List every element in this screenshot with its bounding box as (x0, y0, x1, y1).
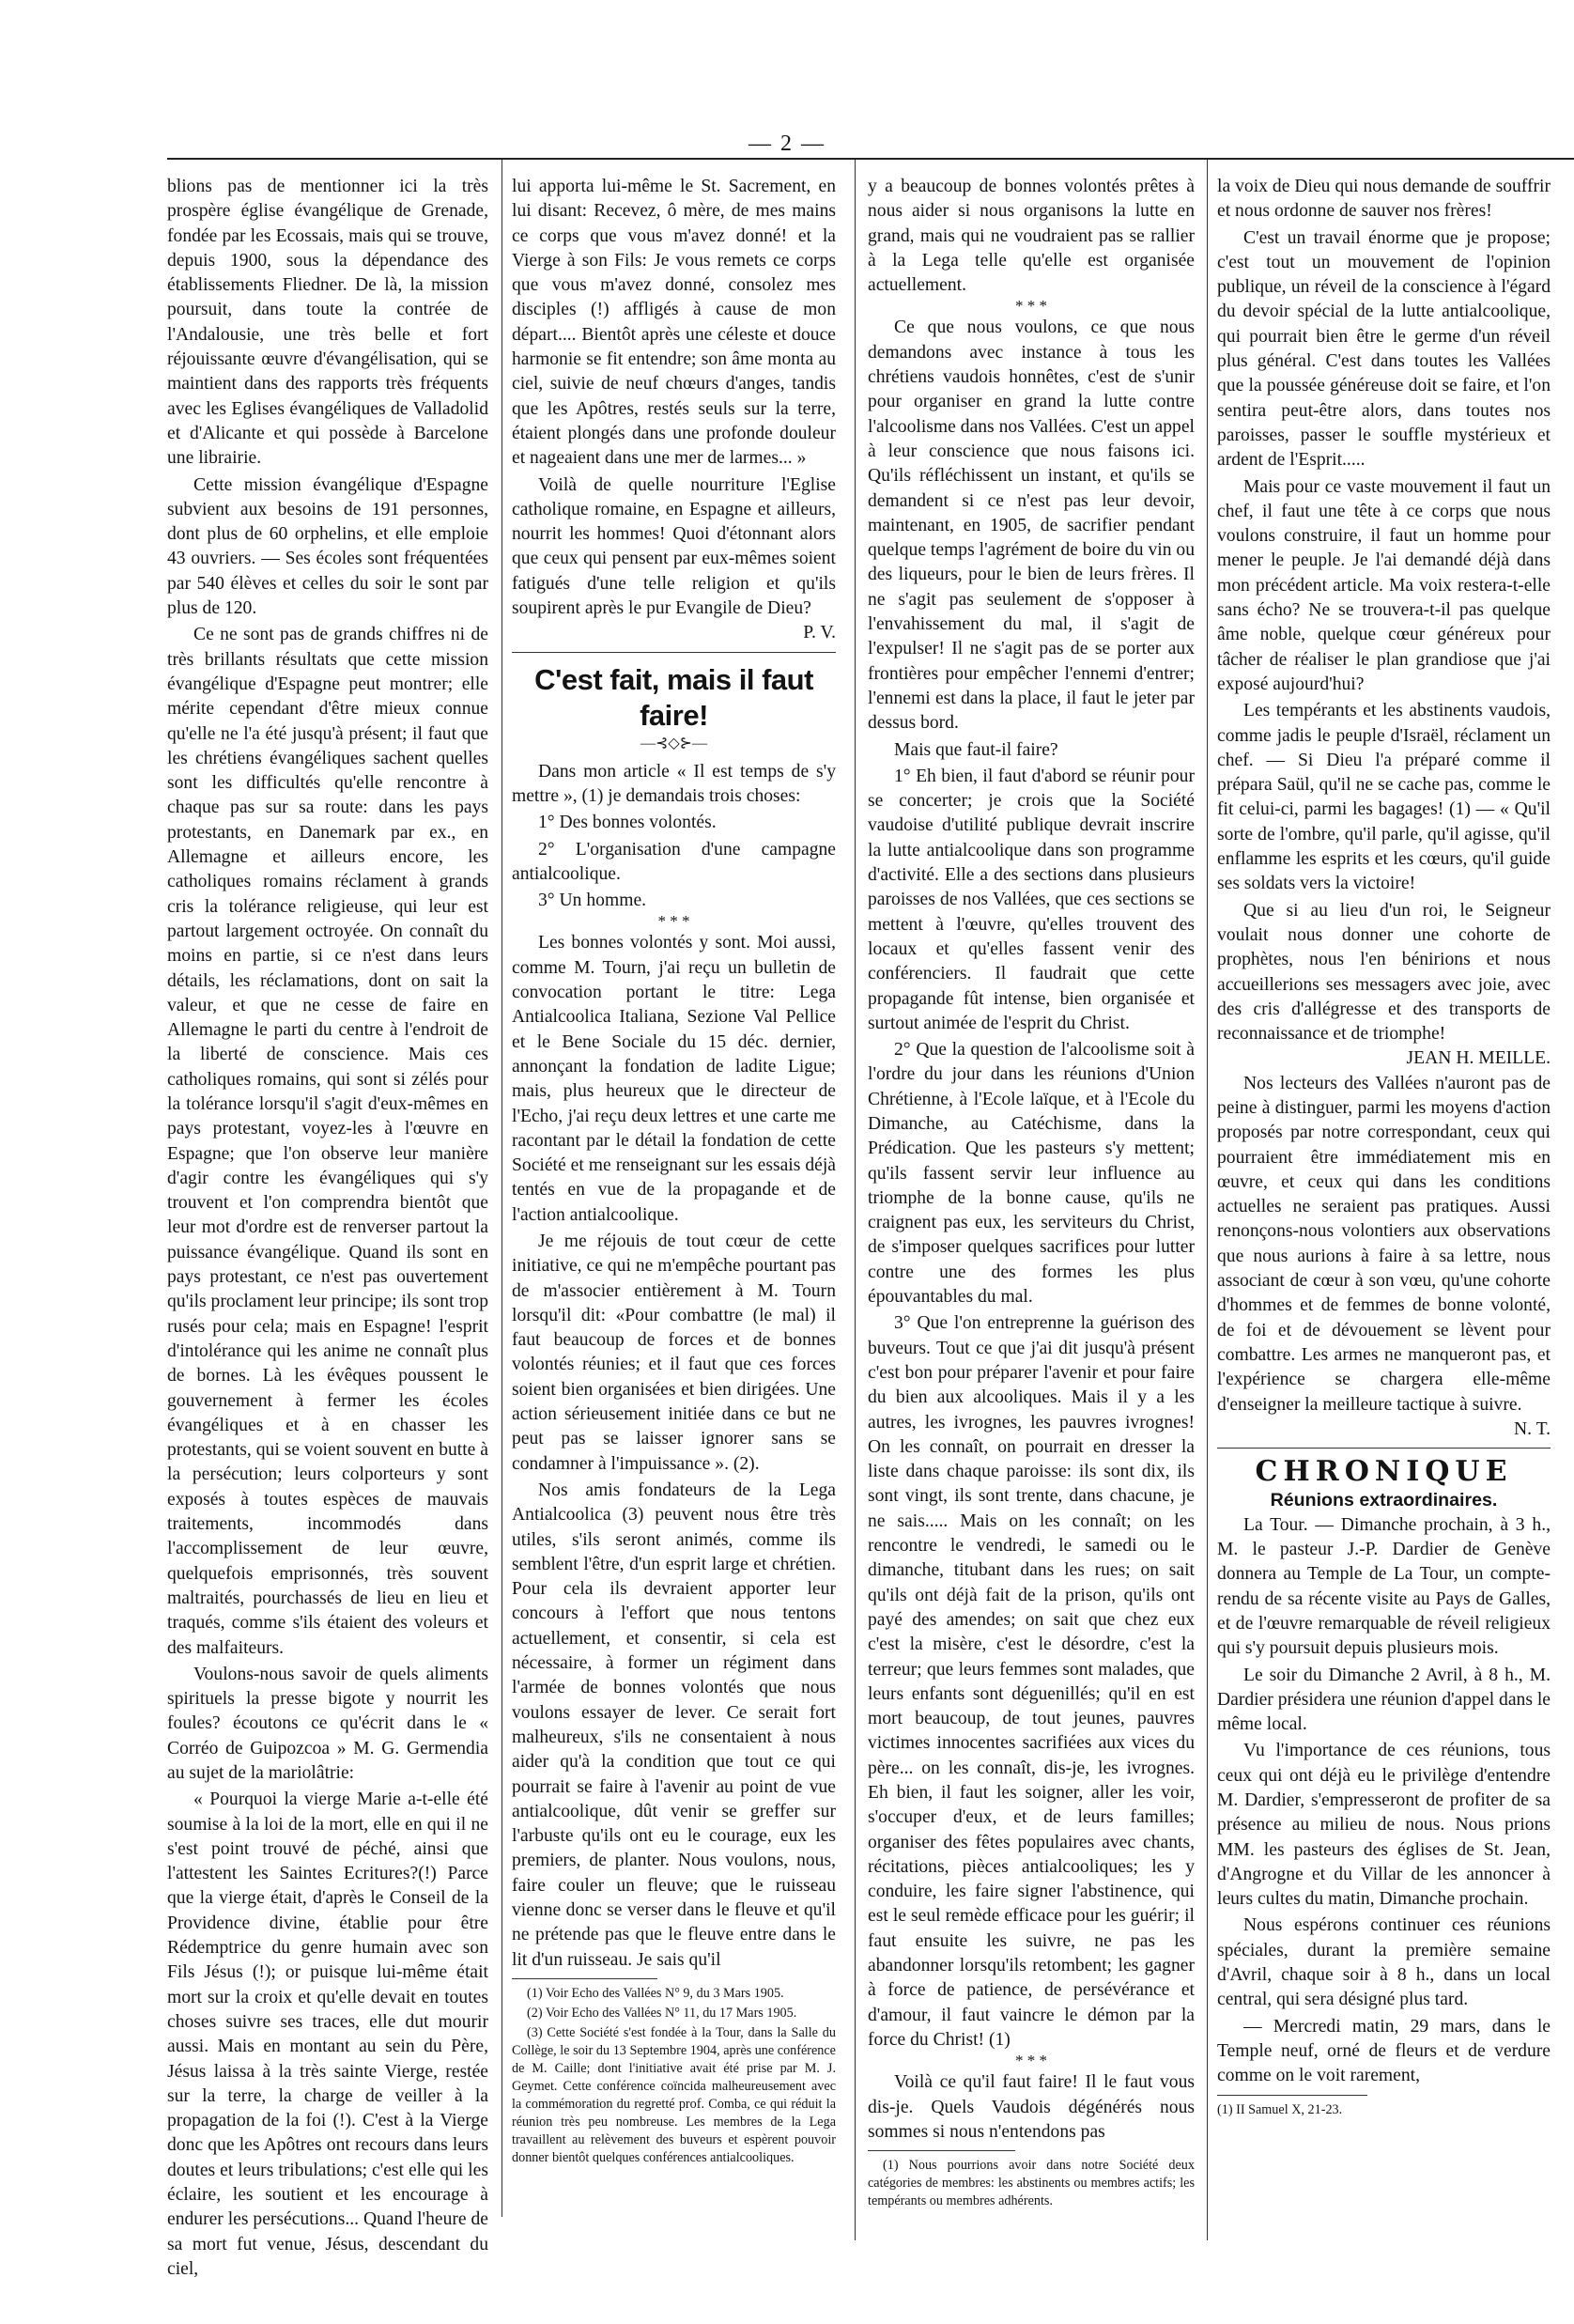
column-divider (1207, 160, 1208, 2240)
paragraph: Nous espérons continuer ces réunions spéciales, durant la première semaine d'Avril, chaque soir à 8 h., dans un local central, qui sera désigné plus tard. (1217, 1915, 1551, 2010)
signature: N. T. (1513, 1418, 1551, 1439)
ornament-icon: —⊰◇⊱— (640, 735, 708, 751)
page-number: — 2 — (748, 132, 826, 156)
footnote: (1) II Samuel X, 21-23. (1217, 2101, 1343, 2117)
column-2 (512, 175, 836, 2167)
paragraph: Je me réjouis de tout cœur de cette initiative, ce qui ne m'empêche pourtant pas de m'associer entièrement à M. Tourn lorsqu'il dit: «Pour combattre (le mal) il faut beaucoup de forces et de bonnes volontés réunies; et il faut que ces forces soient bien organisées et bien dirigées. Une action sérieusement initiée dans ce but ne peut pas se laisser ignorer sans se condamner à l'impuissance ». (2). (512, 1231, 836, 1474)
footnote-rule (512, 1978, 657, 1979)
footnote: (1) Nous pourrions avoir dans notre Société deux catégories de membres: les abstinents ou membres actifs; les tempérants ou membres adhérents. (868, 2158, 1195, 2209)
signature: P. V. (803, 623, 836, 643)
paragraph: 3° Que l'on entreprenne la guérison des buveurs. Tout ce que j'ai dit jusqu'à présent c'est bon pour préparer l'avenir et pour faire du bien aux alcooliques. Mais il y a les autres, les ivrognes, les pauvres ivrognes! On les connaît, on pourrait en dresser la liste dans chaque paroisse: ils sont dix, ils sont vingt, ils sont trente, dans chacune, je ne sais..... Mais on les connaît; on les rencontre le vendredi, le samedi ou le dimanche, titubant dans les rues; on sait qu'ils ont déjà fait de la prison, qu'ils ont payé des amendes; on sait que chez eux c'est la misère, c'est le désordre, c'est la terreur; que leurs femmes sont malades, que leurs enfants sont déguenillés; qu'il en est mort beaucoup, de tout jeunes, pauvres victimes innocentes sacrifiées aux vices du père... on les connaît, dis-je, les ivrognes. Eh bien, il faut les soigner, aller les voir, s'occuper d'eux, et de leurs familles; organiser des fêtes populaires avec chants, récitations, pièces antialcooliques; les y conduire, les faire signer l'abstinence, qui est le seul remède efficace pour les guérir; il faut ensuite les suivre, ne pas les abandonner lorsqu'ils retombent; les gagner à force de patience, de persévérance et d'amour, il faut vaincre le démon par la force du Christ! (1) (868, 1313, 1195, 2050)
paragraph: y a beaucoup de bonnes volontés prêtes à nous aider si nous organisons la lutte en grand, mais qui ne voudraient pas se rallier à la Lega telle qu'elle est organisée actuellement. (868, 177, 1195, 296)
paragraph: 1° Eh bien, il faut d'abord se réunir pour se concerter; je crois que la Société vaudoise d'utilité publique devrait inscrire la lutte antialcoolique dans son programme d'activité. Elle a des sections dans plusieurs paroisses de nos Vallées, que ces sections se mettent à l'œuvre, qu'elles trouvent des locaux et qu'elles fassent venir des conférenciers. Il faudrait que cette propagande fût intense, bien organisée et surtout animée de l'esprit du Christ. (868, 766, 1195, 1033)
footnotes (868, 2157, 1195, 2210)
column-4 (1217, 175, 1551, 2119)
paragraph: Nos amis fondateurs de la Lega Antialcoolica (3) peuvent nous être très utiles, s'ils seront animés, comme ils semblent l'être, d'un esprit large et chrétien. Pour cela ils devraient apporter leur concours à l'effort que nous tentons actuellement, et consentir, si cela est nécessaire, à former un régiment dans l'armée de bonnes volontés que nous voulons essayer de lever. Ce serait fort malheureux, s'ils ne consentaient à nous aider qu'à la condition que tout ce qui pourrait se faire à l'avenir au point de vue antialcoolique, dût venir se greffer sur l'arbuste qu'ils ont eu le courage, eux les premiers, de planter. Nous voulons, nous, faire couler un fleuve; que le ruisseau vienne donc se verser dans le fleuve et qu'il ne prétende pas que le fleuve entre dans le lit d'un ruisseau. Je sais qu'il (512, 1480, 836, 1970)
header-rule (167, 158, 1574, 160)
footnote-rule (868, 2150, 1015, 2151)
paragraph: Les bonnes volontés y sont. Moi aussi, comme M. Tourn, j'ai reçu un bulletin de convocation portant le titre: Lega Antialcoolica Italiana, Sezione Val Pellice et le Bene Sociale du 15 déc. dernier, annonçant la fondation de ladite Ligue; mais, plus heureux que le directeur de l'Echo, j'ai reçu deux lettres et une carte me racontant par le détail la fondation de cette Société et me renseignant sur les essais déjà tentés en vue de la propagande et de l'action antialcoolique. (512, 933, 836, 1225)
paragraph: blions pas de mentionner ici la très prospère église évangélique de Grenade, fondée par les Ecossais, mais qui se trouve, depuis 1900, sous la dépendance des établissements Fliedner. De là, la mission poursuit, dans toute la contrée de l'Andalousie, une très belle et fort réjouissante œuvre d'évangélisation, qui se maintient dans des rapports très fréquents avec les Eglises évangéliques de Valladolid et d'Alicante et qui possède à Barcelone une librairie. (167, 177, 488, 469)
paragraph: lui apporta lui-même le St. Sacrement, en lui disant: Recevez, ô mère, de mes mains ce corps que vous m'avez donné! et la Vierge à son Fils: Je vous remets ce corps que vous m'avez donné, consolez mes disciples (!) affligés à cause de mon départ.... Bientôt après une céleste et douce harmonie se fit entendre; son âme monta au ciel, suivie de neuf chœurs d'anges, tandis que les Apôtres, restés seuls sur la terre, étaient plongés dans une profonde douleur et nageaient dans une mer de larmes... » (512, 177, 836, 469)
article-headline: C'est fait, mais il faut faire! (534, 662, 813, 732)
list-item: 1° Des bonnes volontés. (538, 813, 717, 833)
paragraph: Mais pour ce vaste mouvement il faut un chef, il faut une tête à ce corps que nous voulons construire, il faut un homme pour mener le peuple. Je l'ai demandé déjà dans mon précédent article. Ma voix restera-t-elle sans écho? Ne se trouvera-t-il pas quelque âme noble, quelque cœur généreux pour tâcher de réaliser le plan grandiose que j'ai exposé aujourd'hui? (1217, 476, 1551, 694)
paragraph: la voix de Dieu qui nous demande de souffrir et nous ordonne de sauver nos frères! (1217, 177, 1551, 222)
paragraph: Vu l'importance de ces réunions, tous ceux qui ont déjà eu le privilège d'entendre M. Dardier, s'empresseront de profiter de sa présence au milieu de nous. Nous prions MM. les pasteurs des églises de St. Jean, d'Angrogne et du Villar de les annoncer à leurs cultes du matin, Dimanche prochain. (1217, 1741, 1551, 1910)
footnotes (1217, 2101, 1551, 2119)
signature: JEAN H. MEILLE. (1406, 1048, 1551, 1069)
subheading: Réunions extraordinaires. (1270, 1490, 1498, 1511)
asterism-icon: * * * (657, 912, 690, 931)
footnotes (512, 1985, 836, 2167)
footnote: (3) Cette Société s'est fondée à la Tour, dans la Salle du Collège, le soir du 13 Septembre 1904, après une conférence de M. Caille; dont l'initiative avait été prise par M. J. Geymet. Cette conférence coïncida malheureusement avec la commémoration du regretté prof. Comba, ce qui réduit la réunion très peu nombreuse. Les membres de la Lega travaillent au relèvement des buveurs et espèrent pouvoir donner bientôt quelques conférences antialcooliques. (512, 2024, 836, 2165)
paragraph: Dans mon article « Il est temps de s'y mettre », (1) je demandais trois choses: (512, 761, 836, 806)
paragraph: 2° Que la question de l'alcoolisme soit à l'ordre du jour dans les réunions d'Union Chrétienne, à l'Ecole laïque, et à l'Ecole du Dimanche, au Catéchisme, dans la Prédication. Que les pasteurs s'y mettent; qu'ils fassent servir leur influence au triomphe de la bonne cause, qu'ils ne craignent pas eux, les serviteurs du Christ, de s'imposer quelques sacrifices pour lutter contre une des formes les plus épouvantables du mal. (868, 1040, 1195, 1308)
footnote-rule (1217, 2095, 1367, 2096)
section-rule (512, 652, 836, 653)
asterism-icon: * * * (1015, 2052, 1047, 2070)
list-item: 2° L'organisation d'une campagne antialcoolique. (512, 839, 836, 884)
asterism-icon: * * * (1015, 297, 1047, 316)
paragraph: Ce ne sont pas de grands chiffres ni de très brillants résultats que cette mission évangélique d'Espagne peut montrer; elle mérite cependant d'être mieux connue qu'elle ne l'a été jusqu'à présent; il faut que les chrétiens évangéliques sachent quelles sont les difficultés qu'elle rencontre à chaque pas sur sa route: dans les pays protestants, en Danemark par ex., en Allemagne et ailleurs encore, les catholiques romains réclament à grands cris la tolérance religieuse, qui leur est partout largement octroyée. On connaît du moins en partie, si ce n'est dans leurs détails, les réclamations, dont on sait la valeur, et que ne cesse de faire en Allemagne le parti du centre à l'endroit de la liberté de conscience. Mais ces catholiques romains, qui sont si zélés pour la tolérance lorsqu'il s'agit d'eux-mêmes en pays protestant, voyez-les à l'œuvre en Espagne; que l'on observe leur manière d'agir contre les évangéliques qui s'y trouvent et l'on comprendra bientôt que leur mot d'ordre est de renverser partout la puissance évangélique. Quand ils sont en pays protestant, ce n'est pas ouvertement qu'ils proclament leur principe; ils sont trop rusés pour cela; mais en Espagne! l'esprit d'intolérance qui les anime ne connaît plus de bornes. Là les évêques poussent le gouvernement à fermer les écoles évangéliques et à en chasser les protestants, qui se voient souvent en butte à la persécution; leurs colporteurs y sont exposés à toutes espèces de mauvais traitements, incommodés dans l'accomplissement de leur œuvre, quelquefois emprisonnés, très souvent maltraités, pourchassés de lieu en lieu et traqués, comme s'ils étaient des voleurs et des malfaiteurs. (167, 625, 489, 1658)
paragraph: Voilà ce qu'il faut faire! Il le faut vous dis-je. Quels Vaudois dégénérés nous sommes si nous n'entendons pas (868, 2072, 1195, 2142)
column-divider (855, 160, 856, 2240)
paragraph: Que si au lieu d'un roi, le Seigneur voulait nous donner une cohorte de prophètes, nous l'en bénirions et nous accueillerions ses messagers avec joie, avec des cris d'allégresse et des transports de reconnaissance et de triomphe! (1217, 900, 1551, 1045)
column-1 (167, 175, 488, 2282)
paragraph: Voilà de quelle nourriture l'Eglise catholique romaine, en Espagne et ailleurs, nourrit les hommes! Quoi d'étonnant alors que ceux qui pensent par eux-mêmes soient fatigués d'une telle religion et qu'ils soupirent après le pur Evangile de Dieu? (512, 474, 836, 619)
paragraph: C'est un travail énorme que je propose; c'est tout un mouvement de l'opinion publique, un réveil de la conscience à l'égard du devoir spécial de la lutte antialcoolique, qui pourrait bien être le germe d'un réveil plus général. C'est dans toutes les Vallées que la poussée généreuse doit se faire, et l'on sentira peut-être alors, dans toutes nos paroisses, passer le souffle mystérieux et ardent de l'Esprit..... (1217, 227, 1551, 471)
quotation: « Pourquoi la vierge Marie a-t-elle été soumise à la loi de la mort, elle en qui il ne s'est point trouvé de péché, ainsi que l'attestent les Saintes Ecritures?(!) Parce que la vierge était, d'après le Conseil de la Providence divine, établie pour être Rédemptrice du genre humain avec son Fils Jésus (!); or puisque lui-même était mort sur la croix et qu'elle devait en toutes choses suivre ses traces, elle dut mourir aussi. Mais en montant au sein du Père, Jésus laissa à la très sainte Vierge, restée sur la terre, la charge de veiller à la propagation de la foi (!). C'est à la Vierge donc que les Apôtres ont recours dans leurs doutes et leurs tribulations; c'est elle qui les éclaire, les soutient et les encourage à endurer les persécutions... Quand l'heure de sa mort fut venue, Jésus, descendant du ciel, (167, 1789, 488, 2279)
paragraph: Cette mission évangélique d'Espagne subvient aux besoins de 191 personnes, dont plus de 60 orphelins, et elle emploie 43 ouvriers. — Ses écoles sont fréquentées par 540 élèves et celles du soir le sont par plus de 120. (167, 474, 488, 619)
paragraph: Nos lecteurs des Vallées n'auront pas de peine à distinguer, parmi les moyens d'action proposés par notre correspondant, ceux qui pourraient être immédiatement mis en œuvre, et ceux qui dans les conditions actuelles ne seraient pas pratiques. Aussi renonçons-nous volontiers aux observations que nous aurions à faire à sa lettre, nous associant de cœur à son vœu, qu'une cohorte d'hommes et de femmes de bonne volonté, de foi et de dévouement se lèvent pour combattre. Les armes ne manqueront pas, et l'expérience se chargera elle-même d'enseigner la meilleure tactique à suivre. (1217, 1073, 1551, 1415)
subheading: Mais que faut-il faire? (894, 739, 1058, 760)
paragraph: Ce que nous voulons, ce que nous demandons avec instance à tous les chrétiens vaudois honnêtes, c'est de s'unir pour organiser en grand la lutte contre l'alcoolisme dans nos Vallées. C'est un appel à leur conscience que nous faisons ici. Qu'ils réfléchissent un instant, et qu'ils se demandent si ce n'est pas leur devoir, maintenant, en 1905, de sacrifier pendant quelque temps l'agrément de boire du vin ou des liqueurs, pour le bien de leurs frères. Il ne s'agit pas seulement de s'opposer à l'envahissement du mal, il s'agit de l'expulser! Il ne s'agit pas de se porter aux frontières pour empêcher l'ennemi d'entrer; l'ennemi est dans la place, il faut le jeter par dessus bord. (868, 318, 1195, 734)
footnote: (1) Voir Echo des Vallées N° 9, du 3 Mars 1905. (527, 1985, 784, 2001)
paragraph: La Tour. — Dimanche prochain, à 3 h., M. le pasteur J.-P. Dardier de Genève donnera au Temple de La Tour, un compte-rendu de sa récente visite au Pays de Galles, et de l'œuvre remarquable de réveil religieux qui s'y poursuit depuis plusieurs mois. (1217, 1514, 1551, 1659)
footnote: (2) Voir Echo des Vallées N° 11, du 17 Mars 1905. (527, 2005, 797, 2021)
list-item: 3° Un homme. (538, 891, 647, 911)
paragraph: Les tempérants et les abstinents vaudois, comme jadis le peuple d'Israël, réclament un chef. — Si Dieu l'a préparé comme il prépara Saül, qu'il ne se cache pas, comme le fit celui-ci, parmi les bagages! (1) — « Qu'il sorte de l'ombre, qu'il parle, qu'il agisse, qu'il enflamme les esprits et les cœurs, qu'il guide ses soldats vers la victoire! (1217, 701, 1551, 894)
paragraph: Voulons-nous savoir de quels aliments spirituels la presse bigote y nourrit les foules? écoutons ce qu'écrit dans le « Corréo de Guipozcoa » M. G. Germendia au sujet de la mariolâtrie: (167, 1664, 488, 1783)
section-title: CHRONIQUE (1255, 1455, 1513, 1489)
column-3 (868, 175, 1195, 2210)
paragraph: Le soir du Dimanche 2 Avril, à 8 h., M. Dardier présidera une réunion d'appel dans le même local. (1217, 1665, 1551, 1735)
paragraph: — Mercredi matin, 29 mars, dans le Temple neuf, orné de fleurs et de verdure comme on le voit rarement, (1217, 2016, 1551, 2086)
section-rule (1217, 1448, 1551, 1449)
